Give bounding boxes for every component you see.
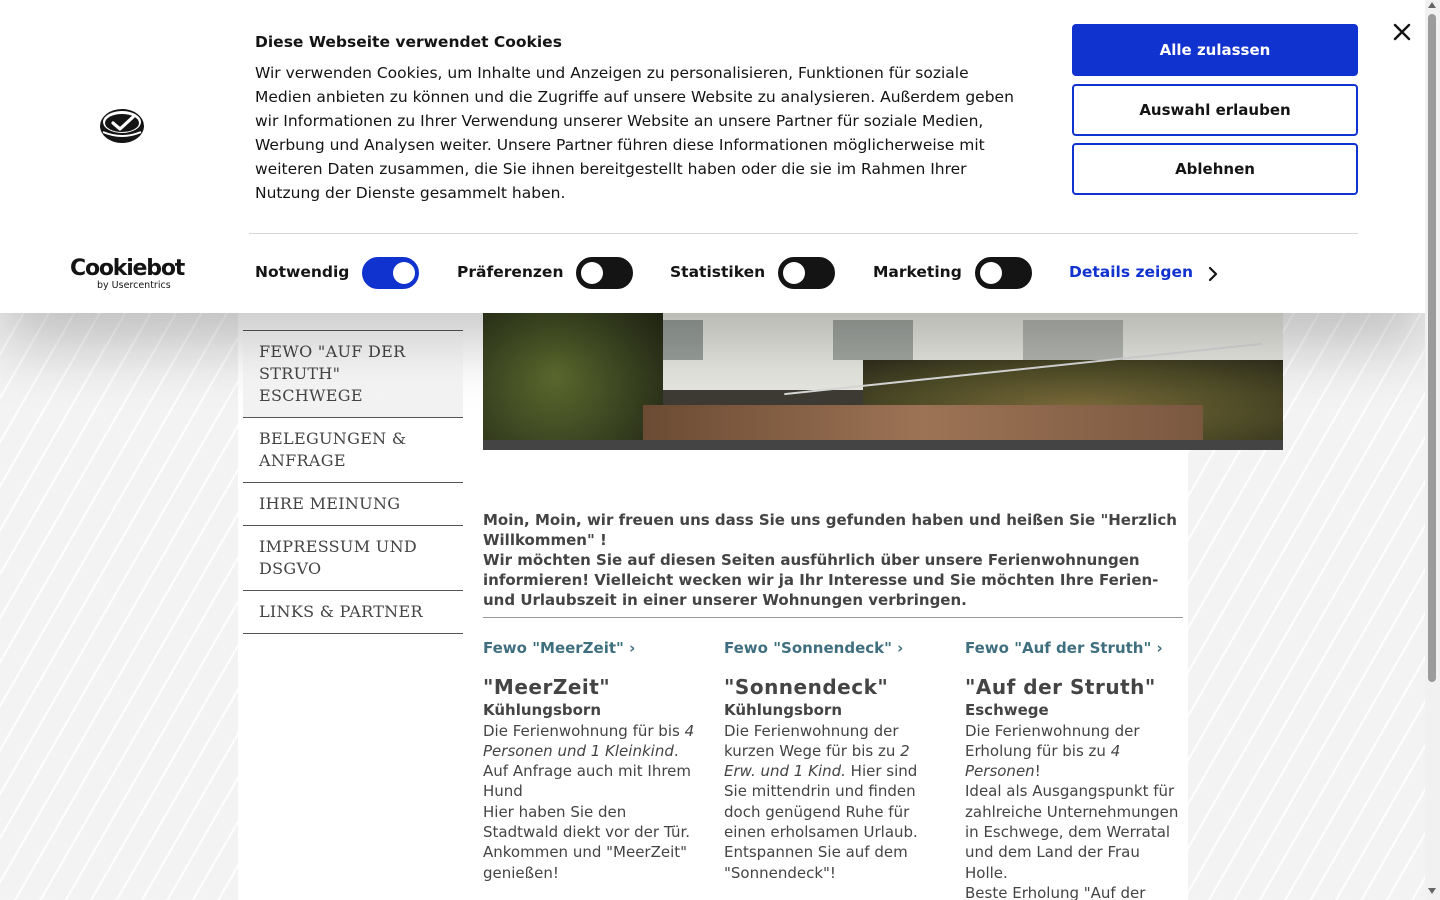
sidebar-item-belegungen[interactable]: BELEGUNGEN & ANFRAGE: [243, 418, 463, 483]
cookie-banner: [0, 0, 1425, 313]
column-text: Die Ferienwohnung der Erholung für bis zu 4 Personen!: [965, 721, 1140, 781]
column-text-2: Hier haben Sie den Stadtwald diekt vor der Tür. Ankommen und "MeerZeit" genießen!: [483, 802, 691, 882]
close-icon[interactable]: [1390, 20, 1414, 44]
intro-text: [483, 510, 1183, 610]
cookiebot-brand-logo: [70, 257, 184, 291]
column-auf-der-struth: [965, 638, 1180, 900]
scrollbar-thumb[interactable]: [1428, 14, 1436, 682]
column-sonnendeck: [724, 638, 939, 883]
scroll-down-arrow-icon[interactable]: [1428, 888, 1436, 894]
toggle-label-notwendig: Notwendig: [255, 263, 350, 281]
toggle-statistiken[interactable]: [778, 257, 835, 289]
column-text-3: Beste Erholung "Auf der: [965, 883, 1146, 900]
column-title: "Sonnendeck": [724, 675, 889, 700]
column-title: "MeerZeit": [483, 675, 611, 700]
cookiebot-logo-icon: [99, 108, 145, 144]
scroll-up-arrow-icon[interactable]: [1428, 2, 1436, 8]
cookiebot-wordmark: Cookiebot: [70, 256, 185, 281]
chevron-right-icon[interactable]: [1207, 265, 1219, 283]
cookie-banner-divider: [249, 233, 1358, 234]
sidebar-item-ihre-meinung[interactable]: IHRE MEINUNG: [243, 483, 463, 526]
cookie-banner-text: Wir verwenden Cookies, um Inhalte und Anzeigen zu personalisieren, Funktionen für soziale Medien anbieten zu können und die Zugriffe auf unsere Website zu analysieren. Außerdem geben wir Informationen zu Ihrer Verwendung unserer Website an unsere Partner für soziale Medien, Werbung und Analysen weiter. Unsere Partner führen diese Informationen möglicherweise mit weiteren Daten zusammen, die Sie ihnen bereitgestellt haben oder die sie im Rahmen Ihrer Nutzung der Dienste gesammelt haben.: [255, 64, 1014, 202]
toggle-label-statistiken: Statistiken: [670, 263, 766, 281]
toggle-label-marketing: Marketing: [873, 263, 962, 281]
column-text: Die Ferienwohnung für bis 4 Personen und 1 Kleinkind. Auf Anfrage auch mit Ihrem Hund: [483, 721, 695, 801]
sidebar-item-impressum[interactable]: IMPRESSUM UND DSGVO: [243, 526, 463, 591]
intro-welcome: Moin, Moin, wir freuen uns dass Sie uns gefunden haben und heißen Sie "Herzlich Willkommen" !: [483, 511, 1177, 549]
column-place: Eschwege: [965, 701, 1049, 720]
content-divider: [483, 617, 1183, 618]
allow-selection-button[interactable]: Auswahl erlauben: [1072, 84, 1358, 136]
column-place: Kühlungsborn: [724, 701, 843, 720]
column-title: "Auf der Struth": [965, 675, 1156, 700]
cookiebot-byline: by Usercentrics: [97, 280, 171, 291]
toggle-marketing[interactable]: [975, 257, 1032, 289]
link-fewo-sonnendeck[interactable]: Fewo "Sonnendeck" ›: [724, 639, 904, 657]
sidebar-item-fewo-auf-der-struth[interactable]: FEWO "AUF DER STRUTH" ESCHWEGE: [243, 331, 463, 418]
details-link[interactable]: Details zeigen: [1069, 263, 1193, 281]
sidebar-nav: [243, 331, 463, 634]
column-meerzeit: [483, 638, 698, 883]
allow-all-button[interactable]: Alle zulassen: [1072, 24, 1358, 76]
cookie-banner-title: Diese Webseite verwendet Cookies: [255, 33, 562, 51]
column-place: Kühlungsborn: [483, 701, 602, 720]
toggle-label-praeferenzen: Präferenzen: [457, 263, 564, 281]
link-fewo-meerzeit[interactable]: Fewo "MeerZeit" ›: [483, 639, 636, 657]
link-fewo-auf-der-struth[interactable]: Fewo "Auf der Struth" ›: [965, 639, 1163, 657]
intro-description: Wir möchten Sie auf diesen Seiten ausführlich über unsere Ferienwohnungen informieren! Vielleicht wecken wir ja Ihr Interesse und Sie möchten Ihre Ferien- und Urlaubszeit in einer unserer Wohnungen verbringen.: [483, 551, 1159, 609]
toggle-praeferenzen[interactable]: [576, 257, 633, 289]
toggle-notwendig[interactable]: [362, 257, 419, 289]
sidebar-item-links-partner[interactable]: LINKS & PARTNER: [243, 591, 463, 634]
hero-image: [483, 290, 1283, 450]
decline-button[interactable]: Ablehnen: [1072, 143, 1358, 195]
column-text: Die Ferienwohnung der kurzen Wege für bis zu 2 Erw. und 1 Kind. Hier sind Sie mittendrin und finden doch genügend Ruhe für einen erholsamen Urlaub. Entspannen Sie auf dem "Sonnendeck"!: [724, 721, 918, 882]
column-text-2: Ideal als Ausgangspunkt für zahlreiche Unternehmungen in Eschwege, dem Werratal und dem Land der Frau Holle.: [965, 782, 1179, 882]
